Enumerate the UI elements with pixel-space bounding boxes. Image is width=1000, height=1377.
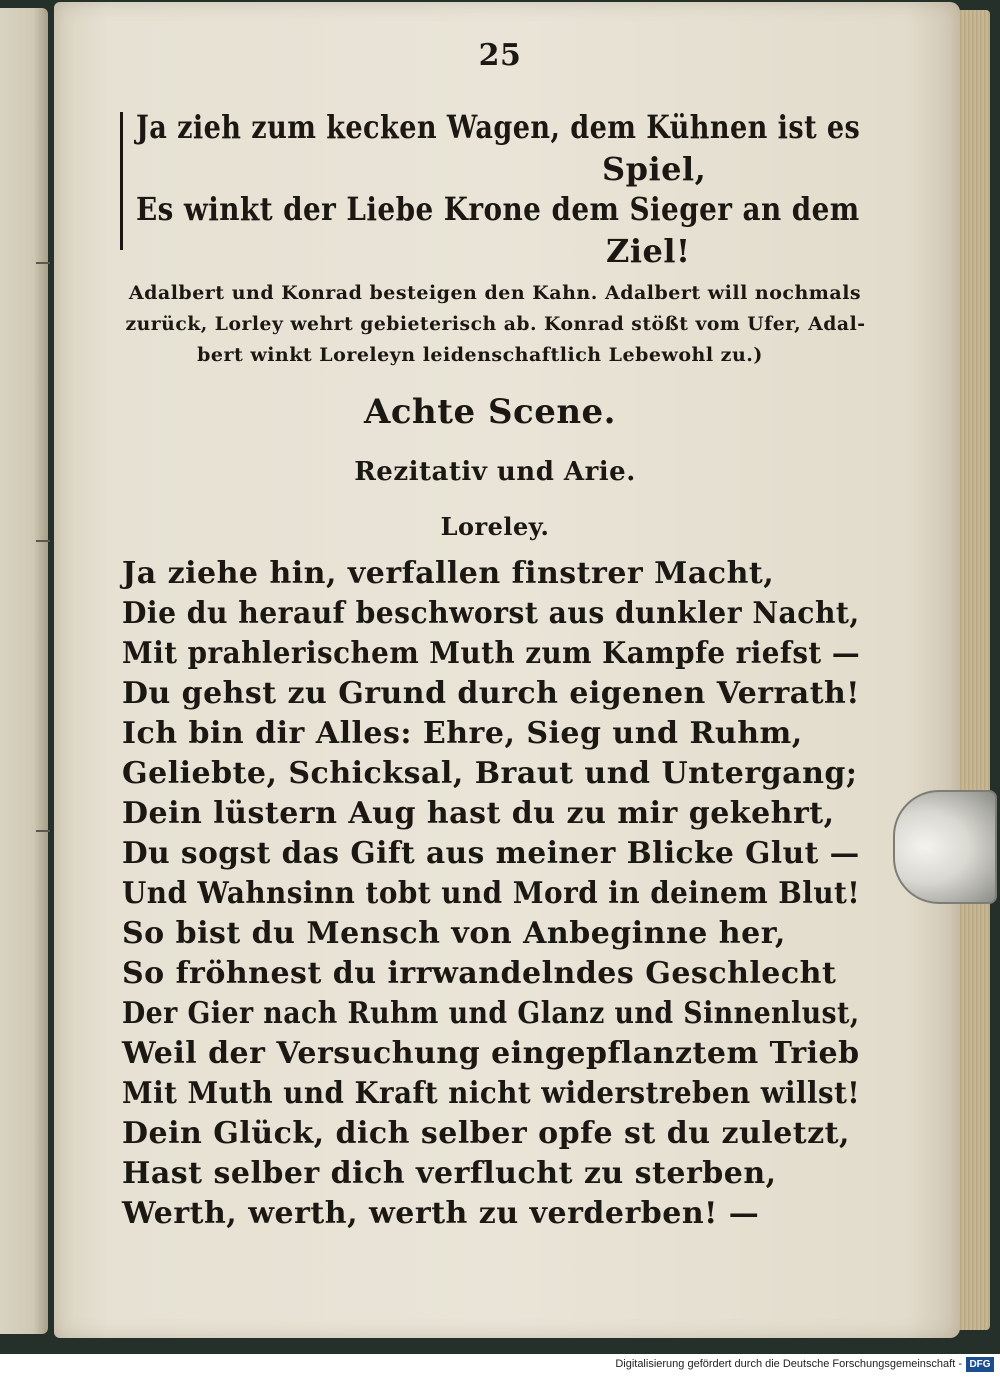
previous-page-edge xyxy=(0,8,48,1334)
aria-line: Dein lüstern Aug hast du zu mir gekehrt, xyxy=(122,796,835,831)
verse-line: Ja zieh zum kecken Wagen, dem Kühnen ist es xyxy=(136,108,861,146)
verse-line: Ziel! xyxy=(606,232,691,270)
aria-line: Mit Muth und Kraft nicht widerstreben willst! xyxy=(122,1076,860,1111)
aria-line: Geliebte, Schicksal, Braut und Untergang; xyxy=(122,756,858,791)
footer-bar xyxy=(0,1354,1000,1377)
aria-line: Werth, werth, werth zu verderben! — xyxy=(122,1196,760,1231)
aria-line: Du gehst zu Grund durch eigenen Verrath! xyxy=(122,676,860,711)
aria-line: Ja ziehe hin, verfallen finstrer Macht, xyxy=(122,556,775,591)
aria-line: Die du herauf beschworst aus dunkler Nacht, xyxy=(122,596,860,631)
binding-thread xyxy=(36,262,50,264)
stage-direction-line: zurück, Lorley wehrt gebieterisch ab. Konrad stößt vom Ufer, Adal- xyxy=(124,313,865,335)
aria-line: Dein Glück, dich selber opfe st du zuletzt, xyxy=(122,1116,850,1151)
aria-line: Du sogst das Gift aus meiner Blicke Glut — xyxy=(122,836,860,871)
scene-title: Achte Scene. xyxy=(363,392,617,432)
aria-line: So fröhnest du irrwandelndes Geschlecht xyxy=(122,956,837,991)
digitization-credit: Digitalisierung gefördert durch die Deutsche Forschungsgemeinschaft - xyxy=(615,1358,962,1370)
verse-bracket xyxy=(120,112,133,250)
stage-direction-line: Adalbert und Konrad besteigen den Kahn. Adalbert will nochmals xyxy=(128,282,862,304)
aria-line: Der Gier nach Ruhm und Glanz und Sinnenlust, xyxy=(122,996,860,1031)
speaker-name: Loreley. xyxy=(440,512,550,541)
verse-line: Spiel, xyxy=(602,150,707,188)
page-number: 25 xyxy=(478,38,522,73)
aria-line: Mit prahlerischem Muth zum Kampfe riefst — xyxy=(122,636,861,671)
scene-subtitle: Rezitativ und Arie. xyxy=(354,457,636,487)
dfg-logo[interactable]: DFG xyxy=(966,1357,994,1372)
binding-thread xyxy=(36,830,50,832)
stage-direction-line: bert winkt Loreleyn leidenschaftlich Lebewohl zu.) xyxy=(197,344,763,366)
aria-line: Und Wahnsinn tobt und Mord in deinem Blut! xyxy=(122,876,861,911)
aria-line: Hast selber dich verflucht zu sterben, xyxy=(122,1156,777,1191)
aria-line: So bist du Mensch von Anbeginne her, xyxy=(122,916,786,951)
aria-line: Weil der Versuchung eingepflanztem Trieb xyxy=(122,1036,860,1071)
aria-line: Ich bin dir Alles: Ehre, Sieg und Ruhm, xyxy=(122,716,803,751)
verse-line: Es winkt der Liebe Krone dem Sieger an dem xyxy=(136,190,860,228)
page-clip xyxy=(893,790,997,904)
